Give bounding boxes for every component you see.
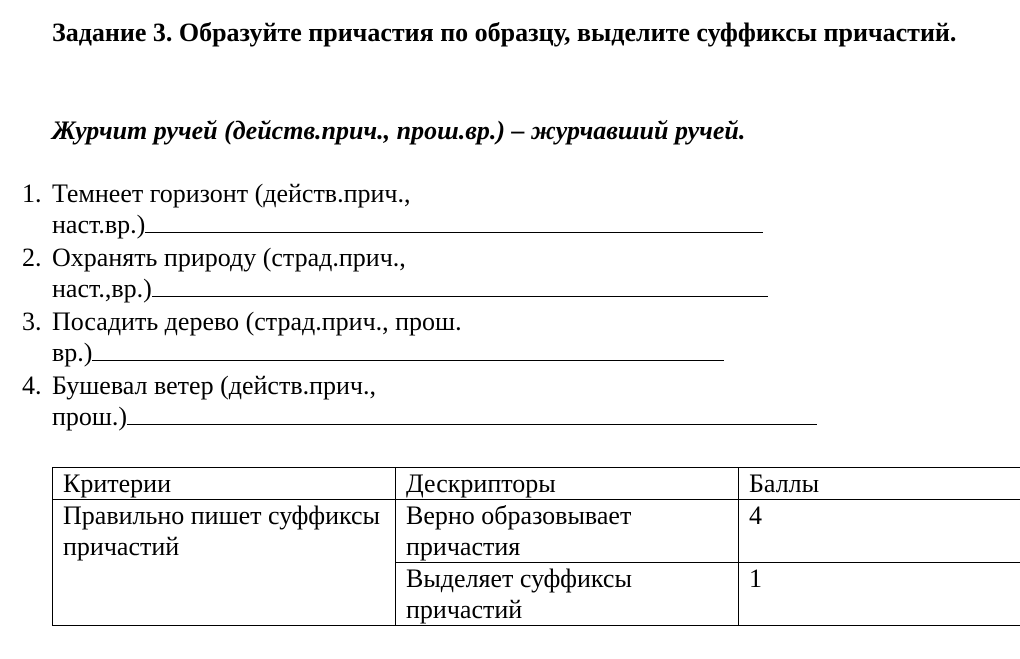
points-cell: 4 bbox=[739, 500, 1020, 563]
item-prompt: Бушевал ветер (действ.прич., bbox=[52, 371, 377, 400]
table-row bbox=[53, 500, 1020, 563]
exercise-list bbox=[0, 178, 1020, 434]
exercise-item-3 bbox=[0, 306, 1020, 368]
item-prompt-cont: вр.) bbox=[52, 338, 93, 367]
header-points: Баллы bbox=[739, 468, 1020, 500]
table-header-row bbox=[53, 468, 1020, 500]
exercise-item-2 bbox=[0, 242, 1020, 304]
answer-blank[interactable] bbox=[145, 210, 763, 233]
item-prompt-cont: наст.вр.) bbox=[52, 210, 146, 239]
item-number: 4. bbox=[22, 371, 42, 400]
item-number: 1. bbox=[22, 179, 42, 208]
item-prompt-cont: прош.) bbox=[52, 402, 128, 431]
item-prompt: Охранять природу (страд.прич., bbox=[52, 243, 406, 272]
task-title: Задание 3. Образуйте причастия по образцу, выделите суффиксы причастий. bbox=[52, 18, 957, 47]
example-sentence: Журчит ручей (действ.прич., прош.вр.) – журчавший ручей. bbox=[52, 116, 746, 145]
exercise-item-1 bbox=[0, 178, 1020, 240]
points-cell: 1 bbox=[739, 563, 1020, 626]
descriptor-cell: Верно образовывает причастия bbox=[396, 500, 739, 563]
item-prompt-cont: наст.,вр.) bbox=[52, 274, 152, 303]
item-number: 3. bbox=[22, 307, 42, 336]
exercise-item-4 bbox=[0, 370, 1020, 432]
item-prompt: Посадить дерево (страд.прич., прош. bbox=[52, 307, 462, 336]
answer-blank[interactable] bbox=[152, 274, 768, 297]
item-prompt: Темнеет горизонт (действ.прич., bbox=[52, 179, 411, 208]
header-criteria: Критерии bbox=[53, 468, 396, 500]
criteria-table bbox=[52, 467, 1020, 626]
descriptor-cell: Выделяет суффиксы причастий bbox=[396, 563, 739, 626]
header-descriptors: Дескрипторы bbox=[396, 468, 739, 500]
criterion-cell: Правильно пишет суффиксы причастий bbox=[53, 500, 396, 626]
answer-blank[interactable] bbox=[127, 402, 817, 425]
item-number: 2. bbox=[22, 243, 42, 272]
answer-blank[interactable] bbox=[92, 338, 724, 361]
